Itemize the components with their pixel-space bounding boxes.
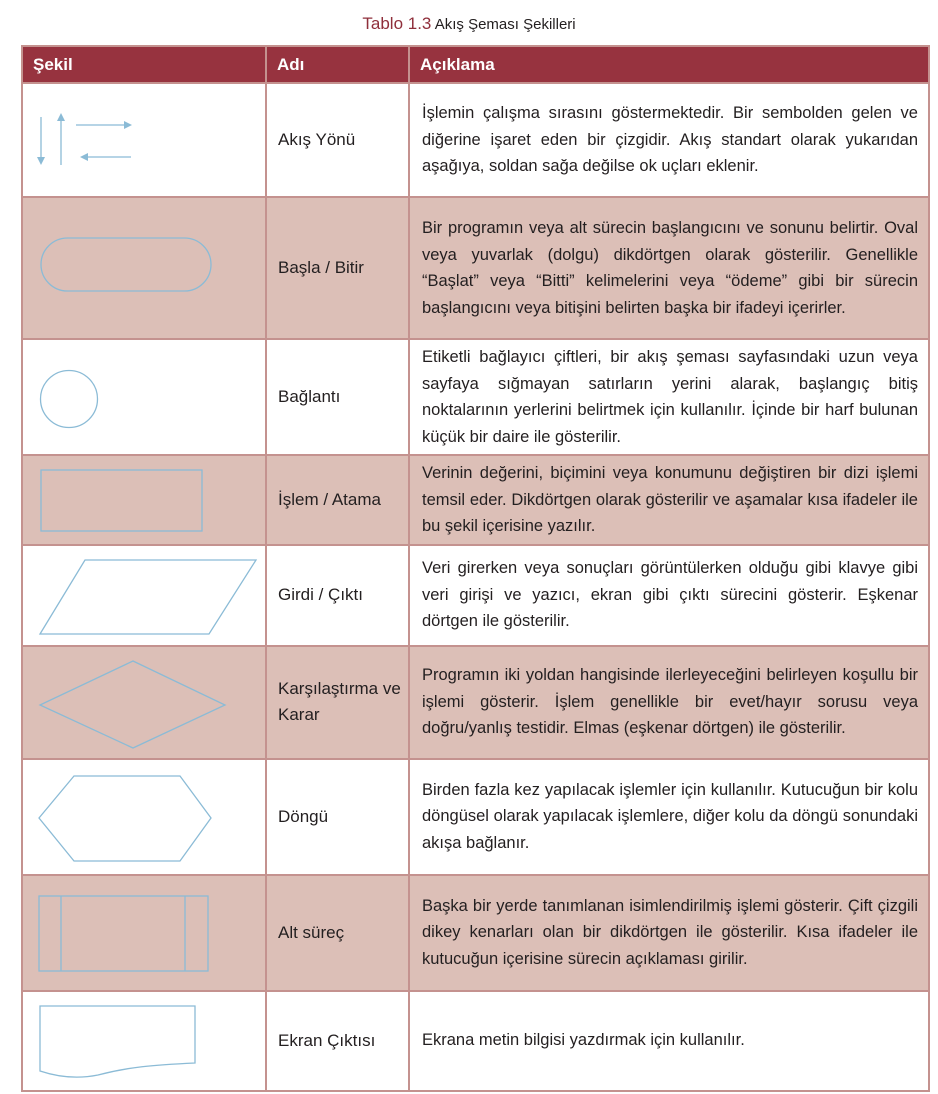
shape-description: Birden fazla kez yapılacak işlemler için kullanılır. Kutucuğun bir kolu döngüsel olarak yapılacak işlemlere, diğer kolu da döngü sonundaki akışa bağlanır.: [409, 759, 929, 875]
shape-description: Ekrana metin bilgisi yazdırmak için kullanılır.: [409, 991, 929, 1091]
hexagon-icon: [23, 761, 263, 873]
table-row: [22, 875, 929, 991]
shape-description: Bir programın veya alt sürecin başlangıcını ve sonunu belirtir. Oval veya yuvarlak (dolgu) dikdörtgen olarak gösterilir. Genellikle “Başlat” veya “Bitti” kelimelerini veya “ödeme” gibi bir sürecin başlangıcını veya bitişini belirten başka bir ifadeyi içerirler.: [409, 197, 929, 339]
shape-name: Ekran Çıktısı: [266, 991, 409, 1091]
diamond-icon: [23, 648, 263, 757]
table-row: [22, 545, 929, 646]
table-number: Tablo 1.3: [362, 14, 432, 33]
table-title: Akış Şeması Şekilleri: [434, 16, 576, 33]
parallelogram-icon: [23, 547, 263, 644]
table-row: [22, 759, 929, 875]
shape-cell: [22, 759, 266, 875]
shape-name: Döngü: [266, 759, 409, 875]
shape-cell: [22, 455, 266, 545]
header-name: Adı: [266, 46, 409, 83]
shape-description: Veri girerken veya sonuçları görüntülerken olduğu gibi klavye gibi veri girişi ve yazıcı, ekran gibi çıktı sürecini gösterir. Eşkenar dörtgen ile gösterilir.: [409, 545, 929, 646]
table-caption: [0, 14, 938, 34]
shape-cell: [22, 83, 266, 197]
shape-cell: [22, 646, 266, 759]
shape-description: Etiketli bağlayıcı çiftleri, bir akış şeması sayfasındaki uzun veya sayfaya sığmayan satırların yerini alarak, başlangıç bitiş noktalarının yerlerini belirtmek için kullanılır. İçinde bir harf bulunan küçük bir daire ile gösterilir.: [409, 339, 929, 455]
process-rectangle-icon: [23, 458, 263, 542]
shape-name: İşlem / Atama: [266, 455, 409, 545]
shape-cell: [22, 991, 266, 1091]
connector-circle-icon: [23, 341, 263, 453]
shape-cell: [22, 197, 266, 339]
table-header-row: [22, 46, 929, 83]
table-row: [22, 197, 929, 339]
shape-description: Başka bir yerde tanımlanan isimlendirilmiş işlemi gösterir. Çift çizgili dikey kenarları olan bir dikdörtgen ile gösterilir. Kısa ifadeler ile kutucuğun içerisine sürecin açıklaması girilir.: [409, 875, 929, 991]
table-row: [22, 339, 929, 455]
shape-name: Alt süreç: [266, 875, 409, 991]
table-row: [22, 991, 929, 1091]
subprocess-icon: [23, 877, 263, 989]
arrows-icon: [23, 85, 263, 195]
terminator-icon: [23, 199, 263, 337]
shape-name: Başla / Bitir: [266, 197, 409, 339]
shape-name: Karşılaştırma ve Karar: [266, 646, 409, 759]
shape-name: Akış Yönü: [266, 83, 409, 197]
header-description: Açıklama: [409, 46, 929, 83]
table-row: [22, 83, 929, 197]
shape-description: Verinin değerini, biçimini veya konumunu değiştiren bir dizi işlemi temsil eder. Dikdörtgen olarak gösterilir ve aşamalar kısa ifadeler ile bu şekil içerisine yazılır.: [409, 455, 929, 545]
header-shape: Şekil: [22, 46, 266, 83]
flowchart-shapes-table: [21, 45, 930, 1092]
table-row: [22, 455, 929, 545]
shape-name: Bağlantı: [266, 339, 409, 455]
shape-description: İşlemin çalışma sırasını göstermektedir. Bir sembolden gelen ve diğerine işaret eden bir çizgidir. Akış standart olarak yukarıdan aşağıya, soldan sağa değilse ok uçları eklenir.: [409, 83, 929, 197]
table-row: [22, 646, 929, 759]
shape-cell: [22, 545, 266, 646]
shape-cell: [22, 339, 266, 455]
shape-name: Girdi / Çıktı: [266, 545, 409, 646]
shape-cell: [22, 875, 266, 991]
shape-description: Programın iki yoldan hangisinde ilerleyeceğini belirleyen koşullu bir işlemi gösterir. İşlem genellikle bir evet/hayır sorusu veya doğru/yanlış testidir. Elmas (eşkenar dörtgen) ile gösterilir.: [409, 646, 929, 759]
display-output-icon: [23, 993, 263, 1089]
